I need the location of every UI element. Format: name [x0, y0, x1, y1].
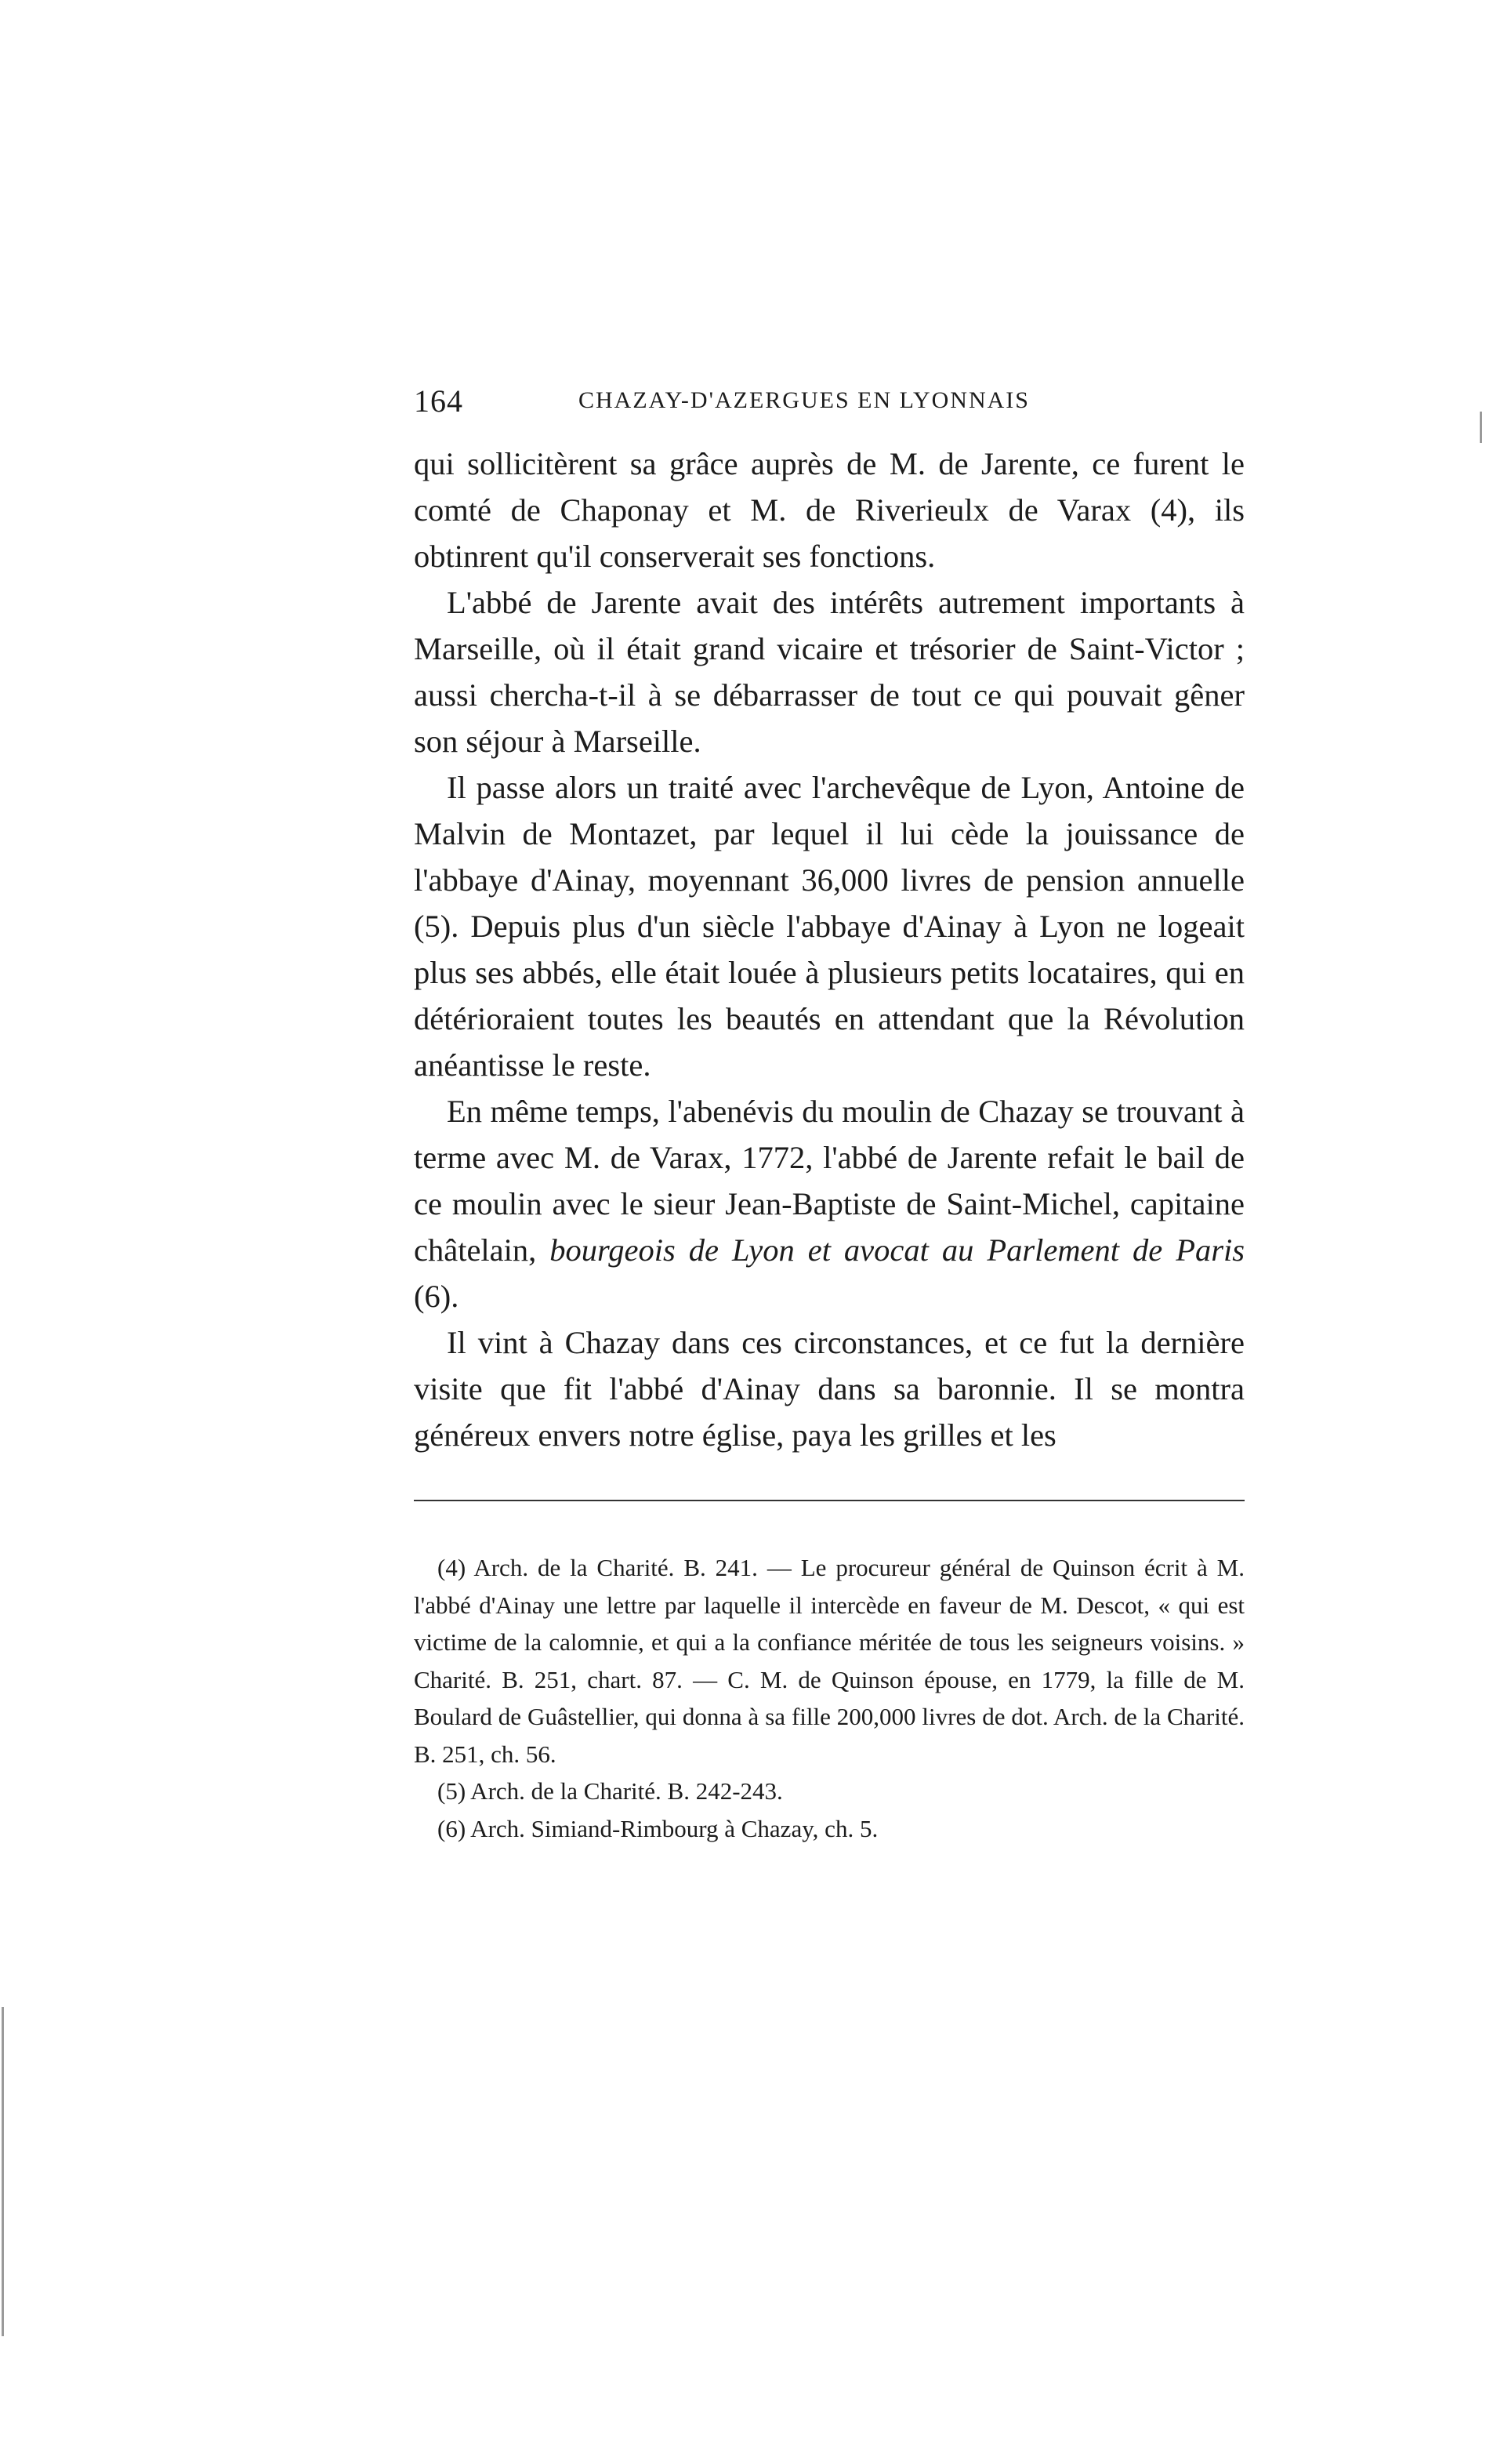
running-head	[414, 383, 1245, 422]
paragraph: Il vint à Chazay dans ces circonstances, et ce fut la dernière visite que fit l'abbé d'Ainay dans sa baronnie. Il se montra généreux envers notre église, paya les grilles et les	[414, 1325, 1245, 1453]
paragraph	[414, 1088, 1245, 1319]
page-number: 164	[414, 383, 463, 419]
scan-edge-mark	[1480, 412, 1482, 443]
paragraph-text: En même temps, l'abenévis du moulin de Chazay se trouvant à terme avec M. de Varax, 1772, l'abbé de Jarente refait le bail de ce moulin avec le sieur Jean-Baptiste de Saint-Michel, capitaine châtelain,	[414, 1094, 1245, 1268]
running-title: CHAZAY-D'AZERGUES EN LYONNAIS	[578, 387, 1030, 413]
footnote: (6) Arch. Simiand-Rimbourg à Chazay, ch. 5.	[437, 1814, 879, 1842]
paragraph: Il passe alors un traité avec l'archevêque de Lyon, Antoine de Malvin de Montazet, par lequel il lui cède la jouissance de l'abbaye d'Ainay, moyennant 36,000 livres de pension annuelle (5). Depuis plus d'un siècle l'abbaye d'Ainay à Lyon ne logeait plus ses abbés, elle était louée à plusieurs petits locataires, qui en détérioraient toutes les beautés en attendant que la Révolution anéantisse le reste.	[414, 770, 1245, 1083]
scan-edge-mark	[2, 2007, 4, 2336]
paragraph-italic-text: bourgeois de Lyon et avocat au Parlement de Paris	[549, 1232, 1245, 1268]
paragraph: L'abbé de Jarente avait des intérêts autrement importants à Marseille, où il était grand vicaire et trésorier de Saint-Victor ; aussi chercha-t-il à se débarrasser de tout ce qui pouvait gêner son séjour à Marseille.	[414, 585, 1245, 759]
paragraph: qui sollicitèrent sa grâce auprès de M. de Jarente, ce furent le comté de Chaponay et M. de Riverieulx de Varax (4), ils obtinrent qu'il conserverait ses fonctions.	[414, 446, 1245, 574]
footnote: (4) Arch. de la Charité. B. 241. — Le procureur général de Quinson écrit à M. l'abbé d'Ainay une lettre par laquelle il intercède en faveur de M. Descot, « qui est victime de la calomnie, et qui a la confiance méritée de tous les seigneurs voisins. » Charité. B. 251, chart. 87. — C. M. de Quinson épouse, en 1779, la fille de M. Boulard de Guâstellier, qui donna à sa fille 200,000 livres de dot. Arch. de la Charité. B. 251, ch. 56.	[414, 1554, 1245, 1768]
footnote-separator	[414, 1500, 1245, 1501]
paragraph-text: (6).	[414, 1279, 459, 1314]
footnote: (5) Arch. de la Charité. B. 242-243.	[437, 1777, 783, 1805]
footnotes	[414, 1549, 1245, 1847]
main-text	[414, 441, 1245, 1458]
